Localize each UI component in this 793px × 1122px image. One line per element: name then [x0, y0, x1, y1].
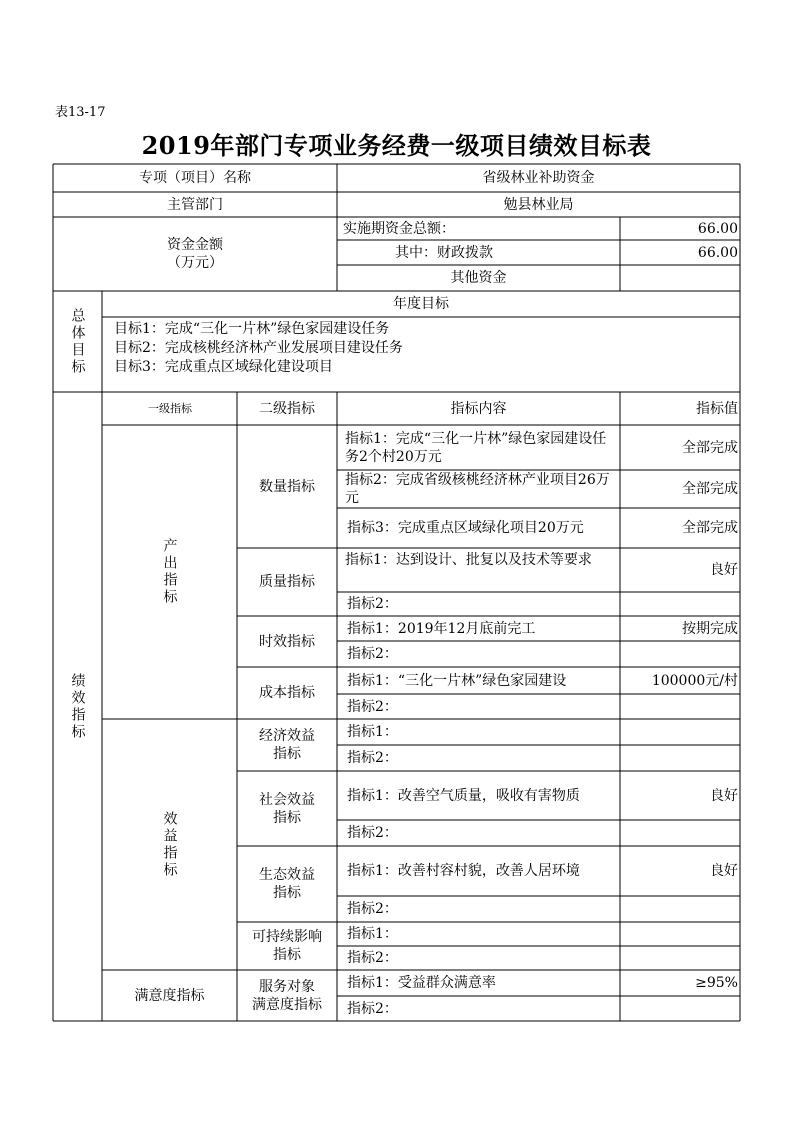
level2-indicator-header: 二级指标: [259, 400, 315, 417]
satisfaction-indicator-label: 满意度指标: [134, 987, 205, 1004]
funds-other-label: 其他资金: [450, 270, 507, 286]
ecological-item-2-value: [620, 896, 740, 922]
quantity-item-2-value: 全部完成: [682, 481, 738, 497]
social-benefit-label-line2: 指标: [273, 809, 301, 826]
quantity-item-3-content: 指标3：完成重点区域绿化项目20万元: [347, 520, 584, 536]
economic-benefit-label-line1: 经济效益: [259, 728, 315, 744]
social-item-1-value: 良好: [710, 787, 738, 804]
quantity-indicator-label: 数量指标: [259, 478, 315, 495]
performance-indicator-label: 绩效指标: [69, 672, 86, 741]
sustainable-item-1-content: 指标1：: [347, 926, 398, 942]
timeliness-indicator-label: 时效指标: [259, 633, 315, 650]
timeliness-item-2-content: 指标2：: [347, 646, 398, 662]
annual-goal-header: 年度目标: [393, 296, 449, 312]
economic-benefit-label-line2: 指标: [273, 746, 301, 762]
service-item-1-content: 指标1：受益群众满意率: [347, 975, 496, 991]
project-name-label: 专项（项目）名称: [139, 170, 251, 186]
indicator-value-header: 指标值: [696, 400, 738, 417]
cost-item-2-content: 指标2：: [347, 698, 398, 715]
ecological-item-2-content: 指标2：: [347, 901, 398, 917]
cost-item-2-value: [620, 694, 740, 719]
table-number: 表13-17: [55, 105, 106, 120]
overall-goal-label: 总体目标: [69, 307, 86, 376]
funds-label-line1: 资金金额: [167, 237, 223, 253]
sustainable-impact-label-line1: 可持续影响: [252, 929, 322, 945]
social-item-1-content: 指标1：改善空气质量，吸收有害物质: [347, 787, 580, 804]
department-label: 主管部门: [167, 196, 223, 213]
funds-fiscal-value: 66.00: [697, 244, 738, 261]
sustainable-item-1-value: [620, 922, 740, 946]
social-benefit-label-line1: 社会效益: [259, 791, 315, 808]
sustainable-item-2-content: 指标2：: [347, 950, 398, 966]
quality-item-2-content: 指标2：: [347, 596, 398, 612]
quantity-item-1-content: 指标1：完成“三化一片林”绿色家园建设任务2个村20万元: [345, 431, 607, 465]
funds-label: [53, 217, 337, 291]
economic-item-2-value: [620, 745, 740, 771]
department-value: 勉县林业局: [503, 196, 574, 213]
sustainable-impact-label: [237, 922, 337, 970]
quality-indicator-label: 质量指标: [259, 574, 315, 590]
ecological-benefit-label: [237, 846, 337, 922]
quantity-item-1-value: 全部完成: [682, 439, 738, 456]
quality-item-1-value: 良好: [710, 562, 738, 578]
project-name-value: 省级林业补助资金: [482, 170, 595, 186]
level1-indicator-header: 一级指标: [148, 401, 192, 415]
cost-item-1-content: 指标1：“三化一片林”绿色家园建设: [347, 672, 567, 689]
funds-other-value: [620, 265, 740, 291]
economic-item-1-value: [620, 719, 740, 745]
timeliness-item-1-content: 指标1：2019年12月底前完工: [347, 620, 536, 637]
output-indicator-label: 产出指标: [161, 538, 178, 606]
indicator-content-header: 指标内容: [450, 400, 507, 417]
quality-item-2-value: [620, 592, 740, 616]
cost-indicator-label: 成本指标: [259, 685, 315, 701]
quantity-item-3-value: 全部完成: [682, 520, 738, 536]
goal-item-1: 目标1：完成“三化一片林”绿色家园建设任务: [114, 321, 390, 337]
ecological-benefit-label-line1: 生态效益: [259, 867, 315, 883]
service-satisfaction-label-line1: 服务对象: [259, 978, 315, 995]
sustainable-item-2-value: [620, 946, 740, 970]
social-item-2-content: 指标2：: [347, 825, 398, 841]
benefit-indicator-label: 效益指标: [161, 810, 178, 879]
sustainable-impact-label-line2: 指标: [273, 947, 301, 963]
funds-total-value: 66.00: [697, 220, 738, 237]
overall-goal-list: [102, 320, 740, 390]
service-satisfaction-label: [237, 970, 337, 1021]
ecological-item-1-content: 指标1：改善村容村貌，改善人居环境: [347, 863, 580, 879]
economic-item-2-content: 指标2：: [347, 750, 398, 766]
service-satisfaction-label-line2: 满意度指标: [252, 996, 322, 1013]
quality-item-1-content: 指标1：达到设计、批复以及技术等要求: [345, 552, 592, 568]
goal-item-2: 目标2：完成核桃经济林产业发展项目建设任务: [114, 340, 403, 356]
service-item-2-value: [620, 996, 740, 1021]
social-item-2-value: [620, 820, 740, 846]
page-title: 2019年部门专项业务经费一级项目绩效目标表: [141, 131, 652, 160]
goal-item-3: 目标3：完成重点区域绿化建设项目: [114, 359, 333, 375]
quantity-item-2-content: 指标2：完成省级核桃经济林产业项目26万元: [345, 472, 610, 506]
economic-item-1-content: 指标1：: [347, 724, 398, 740]
timeliness-item-1-value: 按期完成: [682, 620, 738, 637]
funds-label-line2: （万元）: [167, 255, 223, 271]
service-item-1-value: ≥95%: [695, 975, 738, 991]
economic-benefit-label: [237, 719, 337, 771]
funds-total-label: 实施期资金总额：: [343, 220, 455, 237]
service-item-2-content: 指标2：: [347, 1000, 398, 1017]
cost-item-1-value: 100000元/村: [651, 672, 738, 689]
funds-fiscal-label: 其中：财政拨款: [395, 244, 493, 261]
social-benefit-label: [237, 771, 337, 846]
ecological-item-1-value: 良好: [710, 863, 738, 879]
timeliness-item-2-value: [620, 641, 740, 667]
ecological-benefit-label-line2: 指标: [273, 885, 301, 901]
